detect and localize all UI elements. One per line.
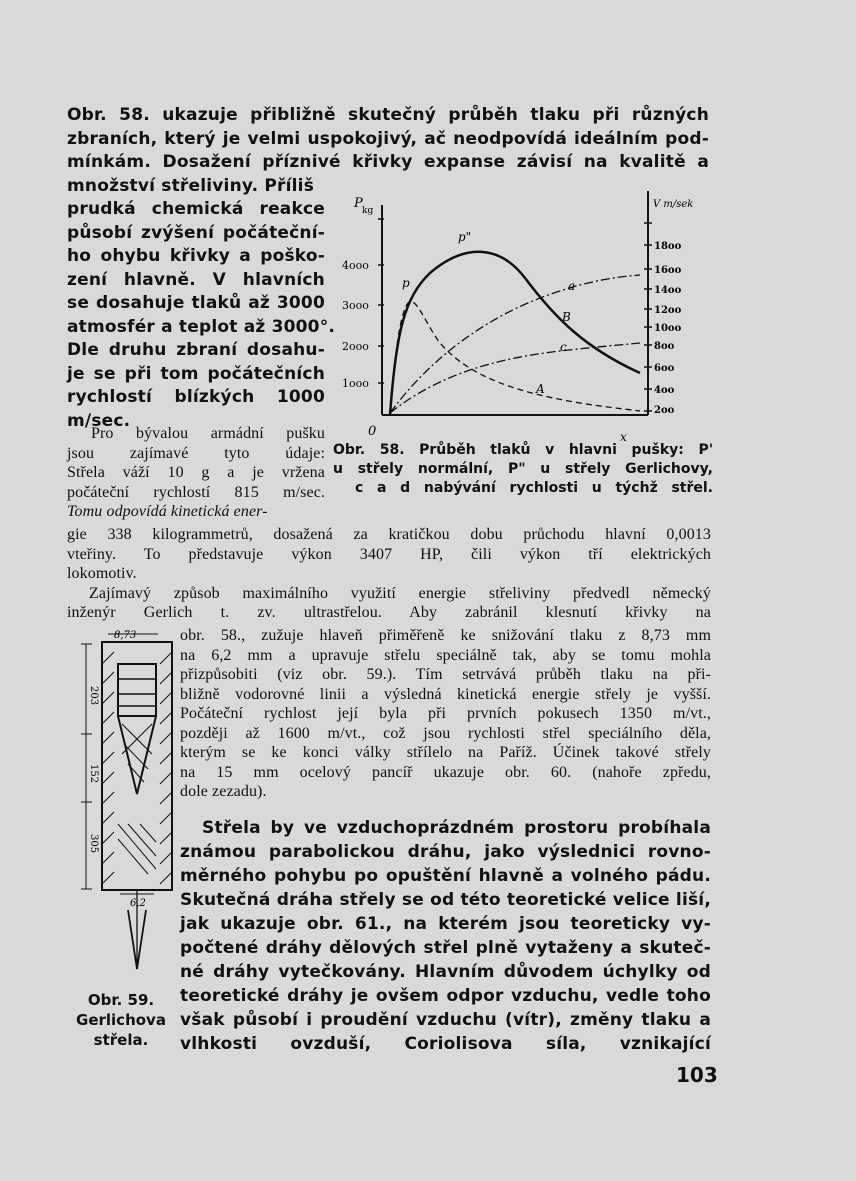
v-tick-label: 2oo [654, 405, 675, 416]
serif-line: na 6,2 mm a upravuje střelu speciálně tak, aby se tomu mohla [180, 646, 711, 664]
v-tick-label: 6oo [654, 363, 675, 374]
serif-line: na 15 mm ocelový pancíř ukazuje obr. 60. (nahoře zpředu, [180, 763, 711, 781]
final-line: Střela by ve vzduchoprázdném prostoru probíhala [202, 818, 711, 838]
serif-line: později až 1600 m/vt., což jsou rychlosti střel speciálního děla, [180, 724, 711, 742]
dim-label: 305 [88, 834, 99, 854]
v-tick-label: 4oo [654, 385, 675, 396]
serif-line: počáteční rychlostí 815 m/sec. [67, 483, 325, 501]
final-line: měrného pohybu po opuštění hlavně a volného pádu. [180, 866, 711, 886]
serif-line: bližně vodorovné linii a výsledná kinetická energie střely je vyšší. [180, 685, 711, 703]
caption-line: střela. [93, 1031, 149, 1049]
curve-label: c [560, 340, 567, 354]
fig59-caption [66, 990, 176, 1050]
serif-line: Pro bývalou armádní pušku [91, 425, 325, 442]
final-line: teoretické dráhy je ovšem odpor vzduchu, vedle toho [180, 986, 711, 1006]
dim-label: 152 [88, 764, 99, 784]
caption-line: Obr. 58. Průběh tlaků v hlavni pušky: P' [333, 442, 713, 458]
left-line: atmosfér a teplot až 3000°. [67, 316, 336, 337]
v-tick-label: 18oo [654, 241, 682, 252]
left-line: Dle druhu zbraní dosahu- [67, 340, 325, 360]
serif-line: Střela váží 10 g a je vržena [67, 464, 325, 481]
y-tick-label: 1ooo [342, 377, 369, 390]
serif-line: lokomotiv. [67, 565, 137, 582]
dim-label: 203 [88, 686, 99, 706]
x-label: x [620, 430, 627, 444]
left-line: rychlostí blízkých 1000 [67, 387, 325, 407]
serif-line: Zajímavý způsob maximálního využití energie střeliviny předvedl německý [89, 584, 711, 602]
v-axis-label: V m/sek [653, 199, 694, 210]
caption-line: Gerlichova [76, 1011, 166, 1029]
final-line: počtené dráhy dělových střel plně vytaženy a skuteč- [180, 938, 711, 958]
fig58-chart [330, 183, 720, 448]
intro-line: zbraních, který je velmi uspokojivý, ač neodpovídá ideálním pod- [67, 128, 709, 149]
curve-label: p [402, 276, 410, 290]
serif-line: Počáteční rychlost její byla při prvních pokusech 1350 m/vt., [180, 705, 711, 722]
v-tick-label: 12oo [654, 305, 682, 316]
serif-line: vteřiny. To představuje výkon 3407 HP, čili výkon tří elektrických [67, 545, 711, 563]
left-column-paragraph [67, 198, 336, 433]
final-line: né dráhy vytečkovány. Hlavním důvodem úchylky od [180, 962, 711, 982]
curve-label: a [568, 279, 576, 293]
final-line: vlhkosti ovzduší, Coriolisova síla, vznikající [180, 1034, 711, 1054]
serif-block-3 [180, 626, 711, 802]
serif-line: Tomu odpovídá kinetická ener- [67, 503, 268, 520]
curve-label: B [562, 310, 571, 324]
serif-line: dole zezadu). [180, 783, 267, 800]
serif-line: gie 338 kilogrammetrů, dosažená za kratičkou dobu průchodu hlavní 0,0013 [67, 526, 711, 543]
serif-block-1 [67, 424, 325, 522]
curve-d [390, 275, 640, 413]
v-tick-label: 16oo [654, 265, 682, 276]
serif-line: obr. 58., zužuje hlaveň přiměřeně ke snižování tlaku z 8,73 mm [180, 627, 711, 644]
intro-line: Obr. 58. ukazuje přibližně skutečný průběh tlaku při různých [67, 105, 709, 125]
left-line: ho ohybu křivky a poško- [67, 246, 325, 266]
y-tick-label: 3ooo [342, 299, 369, 312]
final-paragraph [180, 816, 711, 1056]
v-tick-label: 14oo [654, 285, 682, 296]
caption-line: c a d nabývání rychlosti u týchž střel. [355, 480, 713, 496]
intro-line: množství střeliviny. Příliš [67, 175, 315, 196]
serif-line: kterým se ke konci války střílelo na Paříž. Účinek takové střely [180, 744, 711, 761]
y-tick-label: 2ooo [342, 340, 369, 353]
curve-label: A [536, 382, 545, 396]
intro-line: mínkám. Dosažení příznivé křivky expanse závisí na kvalitě a [67, 152, 709, 172]
final-line: známou parabolickou dráhu, jako výslednici rovno- [180, 842, 711, 862]
serif-line: jsou zajímavé tyto údaje: [67, 444, 325, 462]
page-number: 103 [676, 1063, 718, 1087]
left-line: se dosahuje tlaků až 3000 [67, 293, 325, 313]
v-tick-label: 10oo [654, 323, 682, 334]
dim-label: 8,73 [114, 630, 137, 641]
fig59-drawing [78, 624, 188, 989]
caption-line: u střely normální, P" u střely Gerlichovy, [333, 461, 713, 477]
origin-label: 0 [368, 424, 377, 439]
dim-label: 6,2 [130, 898, 146, 909]
curve-p-double-prime [390, 252, 640, 415]
final-line: Skutečná dráha střely se od této teoretické velice liší, [180, 890, 711, 910]
fig58-caption [333, 441, 713, 498]
left-line: m/sec. [67, 410, 131, 431]
curve-label: p" [458, 230, 472, 244]
y-axis-sub: kg [362, 206, 374, 216]
y-tick-label: 4ooo [342, 259, 369, 272]
serif-line: přizpůsobiti (viz obr. 59.). Tím setrvává průběh tlaku na při- [180, 666, 711, 683]
y-axis-label: P [354, 196, 363, 211]
serif-block-2 [67, 525, 711, 623]
final-line: však působí i proudění vzduchu (vítr), změny tlaku a [180, 1010, 711, 1030]
serif-line: inženýr Gerlich t. zv. ultrastřelou. Aby zabránil klesnutí křivky na [67, 604, 711, 621]
final-line: jak ukazuje obr. 61., na kterém jsou teoreticky vy- [180, 914, 711, 934]
v-tick-label: 8oo [654, 341, 675, 352]
caption-line: Obr. 59. [87, 991, 155, 1009]
left-line: zení hlavně. V hlavních [67, 269, 325, 290]
left-line: působí zvýšení počáteční- [67, 222, 325, 243]
left-line: je se při tom počátečních [67, 363, 325, 384]
left-line: prudká chemická reakce [67, 199, 325, 219]
